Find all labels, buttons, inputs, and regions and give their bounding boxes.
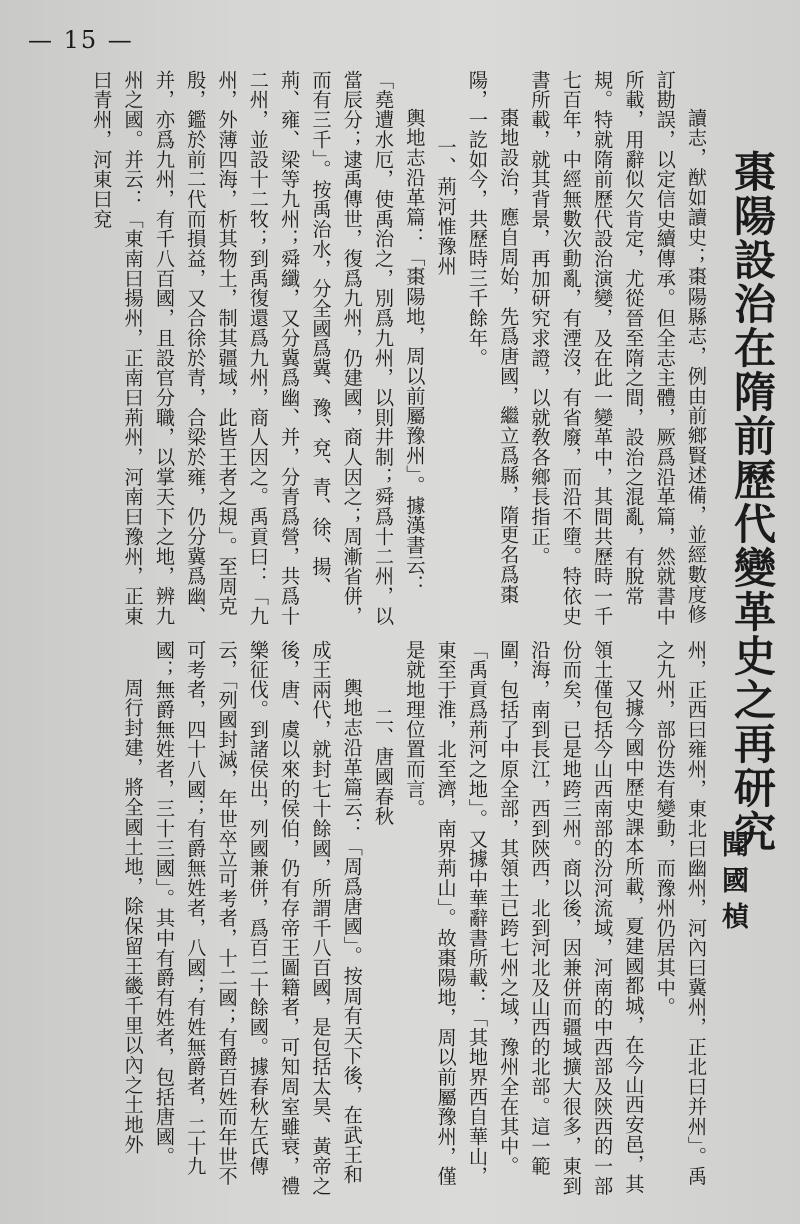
author-name: 聞國楨: [717, 830, 748, 938]
paragraph: 輿地志沿革篇云：「周爲唐國」。按周有天下後，在武王和成王兩代，就封七十餘國，所謂千八百國，是包括太昊、黃帝之後，唐、虞以來的侯伯，仍有存帝王圖籍者，可知周室雖衰，禮樂征伐。到諸侯出，列國兼併，爲百二十餘國。據春秋左氏傳云，「列國封滅，年世卒立可考者，十二國；有爵百姓而年世不可考者，四十八國；有爵無姓者，八國；有姓無爵者，二十九國；無爵無姓者，三十三國」。其中有爵有姓者，包括唐國。: [152, 640, 364, 1196]
paragraph: 讀志，猷如讀史；棗陽縣志，例由前鄉賢述備，並經數度修訂勘誤，以定信史續傳承。但全志主體，厥爲沿革篇，然就書中所載，用辭似欠肯定，尤從晉至隋之間，設治之混亂，有脫常規。特就隋前歷代設治演變，及在此一變革中，其間共歷時一千七百年，中經無數次動亂，有湮沒，有省廢，而沿不墮。特依史書所載，就其背景，再加研究求證，以就敎各鄉長指正。: [528, 70, 708, 626]
page-number: — 15 —: [28, 26, 134, 54]
article-title: 棗陽設治在隋前歷代變革史之再研究: [728, 150, 777, 854]
text-block-bottom: [52, 640, 712, 1200]
section-heading: 一、荊河惟豫州: [434, 137, 458, 277]
paragraph: 棗地設治，應自周始，先爲唐國，繼立爲縣，隋更名爲棗陽，一訖如今，共歷時三千餘年。: [465, 70, 521, 605]
paragraph: 輿地志沿革篇：「棗陽地，周以前屬豫州」。據漢書云：「堯遭水厄，使禹治之，別爲九州，以則井制；舜爲十二州，以當辰分；逮禹傳世，復爲九州，仍建國，商人因之；周漸省併，而有三千」。按禹治水，分全國爲冀、豫、兗、青、徐、揚、荊、雍、梁等九州；舜纖，又分冀爲幽、并，分青爲營，共爲十二州，並設十二牧；到禹復還爲九州，商人因之。禹貢曰：「九州，外薄四海，析其物土，制其疆域，此皆王者之規」。至周克殷，鑑於前二代而損益，又合徐於青，合梁於雍，仍分冀爲幽、并，亦爲九州，有千八百國，且設官分職，以掌天下之地，辨九州之國。并云：「東南曰揚州，正南曰荊州，河南曰豫州，正東曰青州，河東曰兗: [90, 70, 427, 626]
text-block-top: [52, 70, 712, 630]
section-heading: 二、唐國春秋: [372, 707, 396, 827]
paragraph: 周行封建，將全國土地，除保留王畿千里以內之土地外: [121, 678, 145, 1155]
paragraph: 又據今國中歷史課本所載，夏建國都城，在今山西安邑，其領土僅包括今山西南部的汾河流域，河南的中西部及陝西的一部份而矣，已是地跨三州。商以後，因兼併而疆域擴大很多，東到沿海，南到長江，西到陝西，北到河北及山西的北部。這一範圍，包括了中原全部，其領土已跨七州之域，豫州全在其中。「禹貢爲荊河之地」。又據中華辭書所載：「其地界西自華山，東至于淮，北至濟，南界荊山」。故棗陽地，周以前屬豫州，僅是就地理位置而言。: [403, 640, 646, 1196]
paragraph: 州，正西曰雍州，東北曰幽州，河內曰冀州，正北曰并州」。禹之九州，部份迭有變動，而豫州仍居其中。: [653, 640, 708, 1187]
